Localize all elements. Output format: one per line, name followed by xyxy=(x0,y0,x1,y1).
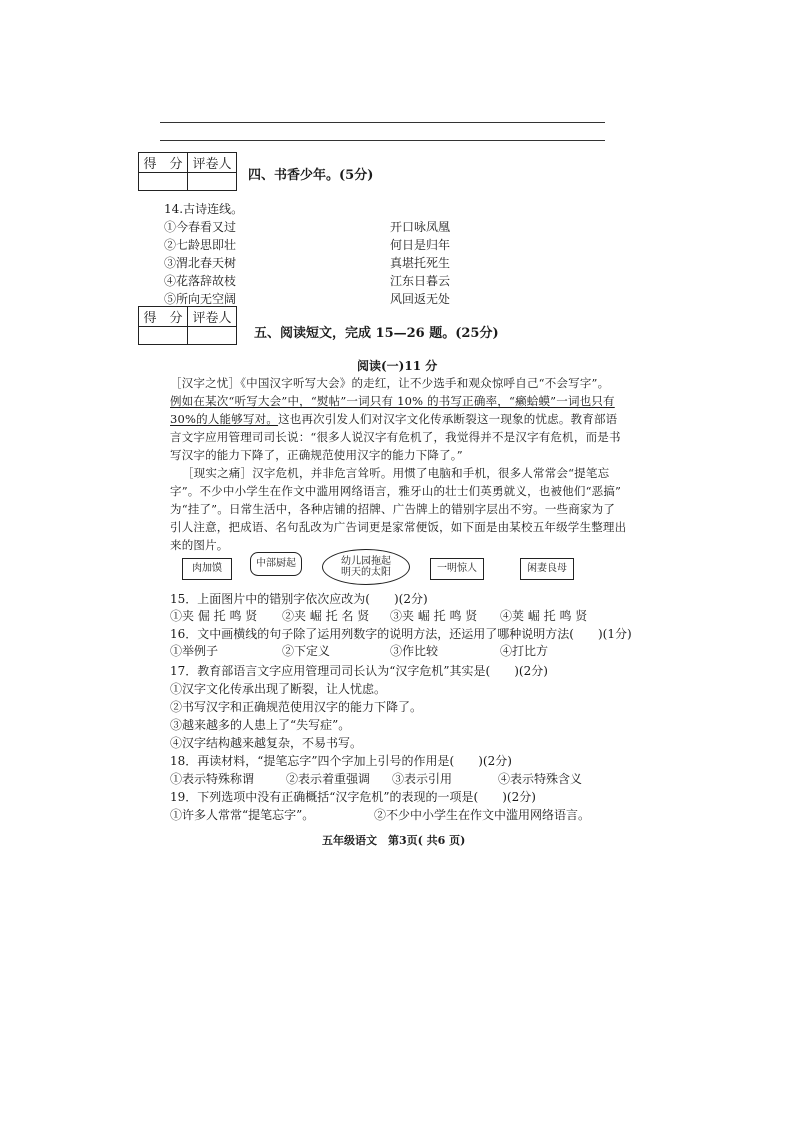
q19: 19．下列选项中没有正确概括“汉字危机”的表现的一项是( )(2分) xyxy=(170,790,536,804)
q14-prompt: 14.古诗连线。 xyxy=(164,202,244,216)
poem-right-5: 风回返无处 xyxy=(390,292,451,306)
grader-label: 评卷人 xyxy=(188,307,237,327)
p2-line-3: 为“挂了”。日常生活中，各种店铺的招牌、广告牌上的错别字层出不穷。一些商家为了 xyxy=(170,502,616,516)
sign-4: 一明惊人 xyxy=(430,558,484,580)
p1-line-4: 言文字应用管理司司长说：“很多人说汉字有危机了，我觉得并不是汉字有危机，而是书 xyxy=(170,430,621,444)
poem-right-1: 开口咏凤凰 xyxy=(390,220,451,234)
q17: 17．教育部语言文字应用管理司司长认为“汉字危机”其实是( )(2分) xyxy=(170,664,548,678)
sign-1: 肉加馍 xyxy=(182,558,232,580)
poem-left-2: ②七龄思即壮 xyxy=(164,238,237,252)
p1-line-5: 写汉字的能力下降了，正确规范使用汉字的能力下降了。” xyxy=(170,448,463,462)
p2-line-2: 字”。不少中小学生在作文中滥用网络语言，雅牙山的壮士们英勇就义，也被他们“恶搞” xyxy=(170,484,622,498)
underlined-example-end: 30%的人能够写对。 xyxy=(170,412,279,426)
p1-line-1: ［汉字之忧］《中国汉字听写大会》的走红，让不少选手和观众惊呼自己“不会写字”。 xyxy=(170,376,610,390)
q15-opt-3: ③夹 崛 托 鸣 贤 xyxy=(390,609,478,623)
p1-line-2 xyxy=(170,393,615,409)
score-cell xyxy=(139,327,188,345)
underlined-example: 例如在某次“听写大会”中，“熨帖”一词只有 10% 的书写正确率，“癞蛤蟆”一词也只有 xyxy=(170,394,615,408)
sign-5: 闲妻良母 xyxy=(520,558,574,580)
q17-opt-3: ③越来越多的人患上了“失写症”。 xyxy=(170,718,351,732)
q16-opt-1: ①举例子 xyxy=(170,644,219,658)
grader-cell xyxy=(188,327,237,345)
header-rule-top xyxy=(160,122,605,123)
q16: 16．文中画横线的句子除了运用列数字的说明方法，还运用了哪种说明方法( )(1分) xyxy=(170,627,632,641)
q17-opt-1: ①汉字文化传承出现了断裂，让人忧虑。 xyxy=(170,682,387,696)
q17-opt-4: ④汉字结构越来越复杂，不易书写。 xyxy=(170,736,363,750)
score-box-section4 xyxy=(138,152,237,191)
q15-opt-1: ①夹 倔 托 鸣 贤 xyxy=(170,609,258,623)
page-footer: 五年级语文 第3页( 共6 页) xyxy=(322,834,466,847)
q18-opt-2: ②表示着重强调 xyxy=(286,772,371,786)
p2-line-1: ［现实之痛］汉字危机，并非危言耸听。用惯了电脑和手机，很多人常常会“提笔忘 xyxy=(182,466,610,480)
section4-title: 四、书香少年。(5分) xyxy=(248,168,374,183)
p1-line-3 xyxy=(170,411,617,427)
q16-opt-2: ②下定义 xyxy=(282,644,331,658)
q18-opt-1: ①表示特殊称谓 xyxy=(170,772,255,786)
q19-opt-1: ①许多人常常“提笔忘字”。 xyxy=(170,808,315,822)
poem-left-4: ④花落辞故枝 xyxy=(164,274,237,288)
sign-3 xyxy=(322,549,410,585)
score-box-section5 xyxy=(138,306,237,345)
sign-3-text: 幼儿园拖起 明天的太阳 xyxy=(341,555,391,578)
q18-opt-4: ④表示特殊含义 xyxy=(498,772,583,786)
poem-left-3: ③渭北春天树 xyxy=(164,256,237,270)
q15-opt-4: ④荚 崛 托 鸣 贤 xyxy=(500,609,588,623)
sign-2: 中部厨起 xyxy=(250,552,302,576)
q18: 18．再读材料，“提笔忘字”四个字加上引号的作用是( )(2分) xyxy=(170,754,512,768)
poem-left-1: ①今春看又过 xyxy=(164,220,237,234)
p2-line-5: 来的图片。 xyxy=(170,538,229,552)
poem-right-2: 何日是归年 xyxy=(390,238,451,252)
poem-left-5: ⑤所向无空阔 xyxy=(164,292,237,306)
reading-title: 阅读(一)11 分 xyxy=(357,359,438,373)
score-label: 得 分 xyxy=(139,153,188,173)
q17-opt-2: ②书写汉字和正确规范使用汉字的能力下降了。 xyxy=(170,700,423,714)
section5-title: 五、阅读短文，完成 15—26 题。(25分) xyxy=(254,326,499,341)
grader-cell xyxy=(188,173,237,191)
poem-right-3: 真堪托死生 xyxy=(390,256,451,270)
q15-opt-2: ②夹 崛 托 名 贤 xyxy=(282,609,370,623)
q15: 15．上面图片中的错别字依次应改为( )(2分) xyxy=(170,592,428,606)
score-label: 得 分 xyxy=(139,307,188,327)
poem-right-4: 江东日暮云 xyxy=(390,274,451,288)
q16-opt-4: ④打比方 xyxy=(500,644,549,658)
p2-line-4: 引人注意，把成语、名句乱改为广告词更是家常便饭，如下面是由某校五年级学生整理出 xyxy=(170,520,627,534)
q16-opt-3: ③作比较 xyxy=(390,644,439,658)
q18-opt-3: ③表示引用 xyxy=(392,772,453,786)
score-cell xyxy=(139,173,188,191)
header-rule-bottom xyxy=(160,140,605,141)
p1-line-3-rest: 这也再次引发人们对汉字文化传承断裂这一现象的忧虑。教育部语 xyxy=(278,412,618,426)
grader-label: 评卷人 xyxy=(188,153,237,173)
q19-opt-2: ②不少中小学生在作文中滥用网络语言。 xyxy=(374,808,591,822)
